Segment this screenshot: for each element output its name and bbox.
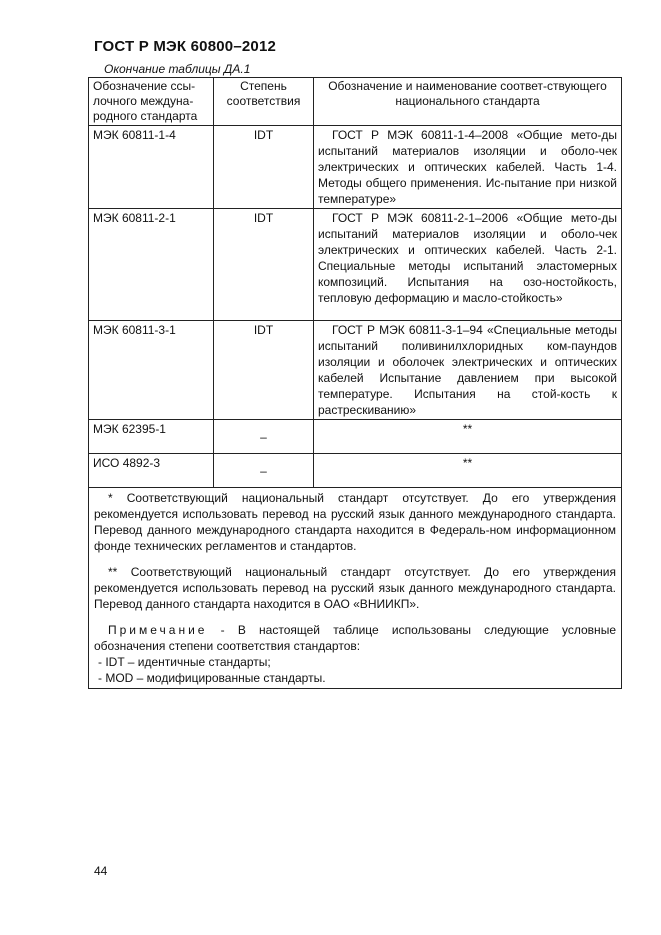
table-row (89, 126, 622, 209)
cell-national: ** (314, 454, 622, 488)
cell-national: ** (314, 420, 622, 454)
cell-reference: МЭК 60811-2-1 (89, 209, 214, 321)
cell-national: ГОСТ Р МЭК 60811-2-1–2006 «Общие мето-ды испытаний материалов изоляции и оболо-чек электрических и оптических кабелей. Часть 2-1. Специальные методы испытаний эластомерных композиций. Испытания на озо-ностойкость, тепловую деформацию и масло-стойкость» (314, 209, 622, 321)
table-notes (89, 488, 622, 689)
table-note (94, 622, 616, 654)
table-header-row (89, 78, 622, 126)
cell-degree: IDT (214, 209, 314, 321)
cell-national: ГОСТ Р МЭК 60811-3-1–94 «Специальные методы испытаний поливинилхлоридных ком-паундов изоляции и оболочек электрических и оптических кабелей Испытание давлением при высокой температуре. Испытания на стой-кость к растрескиванию» (314, 321, 622, 420)
cell-national: ГОСТ Р МЭК 60811-1-4–2008 «Общие мето-ды испытаний материалов изоляции и оболо-чек электрических и оптических кабелей. Часть 1-4. Методы общего применения. Ис-пытание при низкой температуре» (314, 126, 622, 209)
header-national-standard: Обозначение и наименование соответ-ствующего национального стандарта (314, 78, 622, 126)
table-notes-row (89, 488, 622, 689)
footnote-single-star: * Соответствующий национальный стандарт отсутствует. До его утверждения рекомендуется использовать перевод на русский язык данного международного стандарта. Перевод данного международного стандарта находится в Федераль-ном информационном фонде технических регламентов и стандартов. (94, 491, 616, 553)
document-header: ГОСТ Р МЭК 60800–2012 (94, 38, 277, 55)
header-degree: Степень соответствия (214, 78, 314, 126)
table-row (89, 209, 622, 321)
cell-degree: IDT (214, 321, 314, 420)
table-row (89, 454, 622, 488)
cell-reference: МЭК 60811-1-4 (89, 126, 214, 209)
header-reference-standard: Обозначение ссы-лочного междуна-родного стандарта (89, 78, 214, 126)
table-row (89, 420, 622, 454)
table-caption: Окончание таблицы ДА.1 (104, 62, 251, 76)
cell-reference: МЭК 62395-1 (89, 420, 214, 454)
note-text: - В настоящей таблице использованы следующие условные обозначения степени соответствия стандартов: (94, 623, 616, 653)
legend-mod: - MOD – модифицированные стандарты. (98, 671, 326, 685)
cell-reference: МЭК 60811-3-1 (89, 321, 214, 420)
legend-idt: - IDT – идентичные стандарты; (98, 655, 271, 669)
cell-degree: IDT (214, 126, 314, 209)
note-lead-label: Примечание (108, 623, 208, 637)
reference-standards-table (88, 77, 622, 689)
cell-degree: – (214, 420, 314, 454)
cell-degree: – (214, 454, 314, 488)
footnote-double-star: ** Соответствующий национальный стандарт отсутствует. До его утверждения рекомендуется использовать перевод на русский язык данного международного стандарта. Перевод данного стандарта находится в ОАО «ВНИИКП». (94, 565, 616, 611)
table-row (89, 321, 622, 420)
cell-reference: ИСО 4892-3 (89, 454, 214, 488)
page-number: 44 (94, 864, 108, 878)
